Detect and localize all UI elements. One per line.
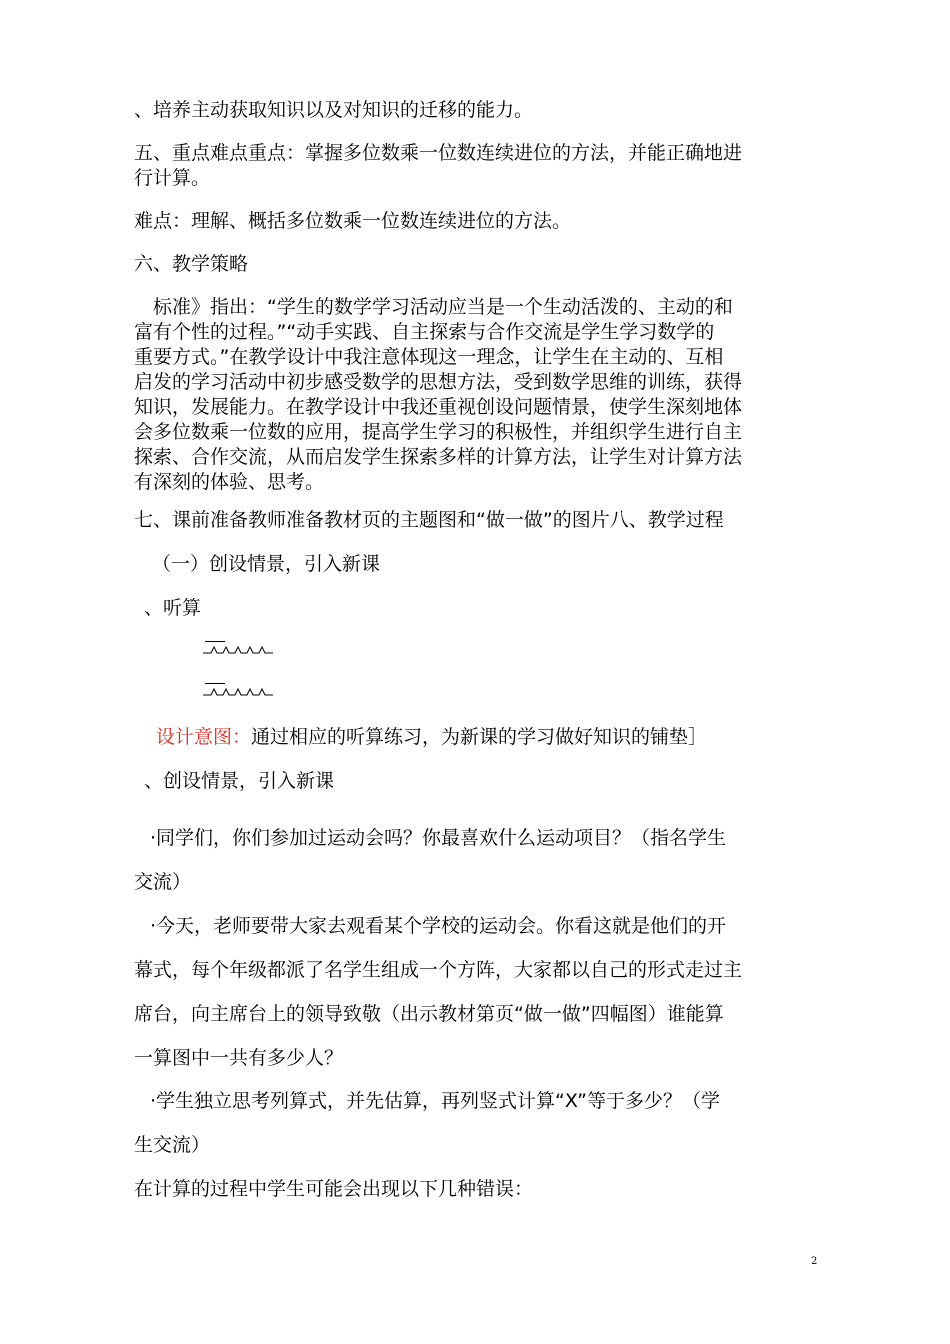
paragraph-line: 标准》指出：“学生的数学学习活动应当是一个生动活泼的、主动的和 <box>134 296 733 318</box>
formula-placeholder-2 <box>203 683 275 698</box>
design-intent-line <box>156 725 707 749</box>
paragraph-line: 富有个性的过程。”“动手实践、自主探索与合作交流是学生学习数学的 <box>134 321 715 343</box>
paragraph-line: 探索、合作交流，从而启发学生探索多样的计算方法，让学生对计算方法 <box>134 446 743 468</box>
design-intent-label: 设计意图： <box>156 726 252 748</box>
student-task-line-cont: 生交流） <box>134 1134 211 1156</box>
wave-mark-icon <box>203 684 275 698</box>
key-points-line-cont: 行计算。 <box>134 167 211 189</box>
strategy-paragraph <box>134 295 814 495</box>
section-heading-preparation: 七、课前准备教师准备教材页的主题图和“做一做”的图片八、教学过程 <box>134 509 724 531</box>
wave-mark-icon <box>203 642 275 656</box>
narrative-line: 席台，向主席台上的领导致敬（出示教材第页“做一做”四幅图）谁能算 <box>134 1003 724 1025</box>
formula-placeholder-1 <box>203 641 275 656</box>
key-points-line: 五、重点难点重点：掌握多位数乘一位数连续进位的方法，并能正确地进 <box>134 142 743 164</box>
page-number: 2 <box>811 1256 818 1267</box>
section-heading-strategy: 六、教学策略 <box>134 253 249 275</box>
question-line-cont: 交流） <box>134 871 192 893</box>
paragraph-line: 知识，发展能力。在教学设计中我还重视创设问题情景，使学生深刻地体 <box>134 396 743 418</box>
difficulty-line: 难点：理解、概括多位数乘一位数连续进位的方法。 <box>134 210 572 232</box>
listening-exercise-heading: 、听算 <box>144 597 202 619</box>
objective-line: 、培养主动获取知识以及对知识的迁移的能力。 <box>134 99 534 121</box>
paragraph-line: 启发的学习活动中初步感受数学的思想方法，受到数学思维的训练，获得 <box>134 371 743 393</box>
student-task-line: ·学生独立思考列算式，并先估算，再列竖式计算“X”等于多少？（学 <box>150 1090 720 1112</box>
narrative-line: 一算图中一共有多少人？ <box>134 1047 344 1069</box>
design-intent-text: 通过相应的听算练习，为新课的学习做好知识的铺垫］ <box>251 726 708 748</box>
subsection-heading: （一）创设情景，引入新课 <box>152 553 381 575</box>
narrative-line: 幕式，每个年级都派了名学生组成一个方阵，大家都以自己的形式走过主 <box>134 959 743 981</box>
scenario-heading: 、创设情景，引入新课 <box>144 770 335 792</box>
paragraph-line: 会多位数乘一位数的应用，提高学生学习的积极性，并组织学生进行自主 <box>134 421 743 443</box>
question-line: ·同学们，你们参加过运动会吗？你最喜欢什么运动项目？（指名学生 <box>150 827 727 849</box>
paragraph-line: 有深刻的体验、思考。 <box>134 471 325 493</box>
narrative-line: ·今天，老师要带大家去观看某个学校的运动会。你看这就是他们的开 <box>150 915 727 937</box>
errors-intro-line: 在计算的过程中学生可能会出现以下几种错误： <box>134 1178 534 1200</box>
paragraph-line: 重要方式。”在教学设计中我注意体现这一理念，让学生在主动的、互相 <box>134 346 724 368</box>
